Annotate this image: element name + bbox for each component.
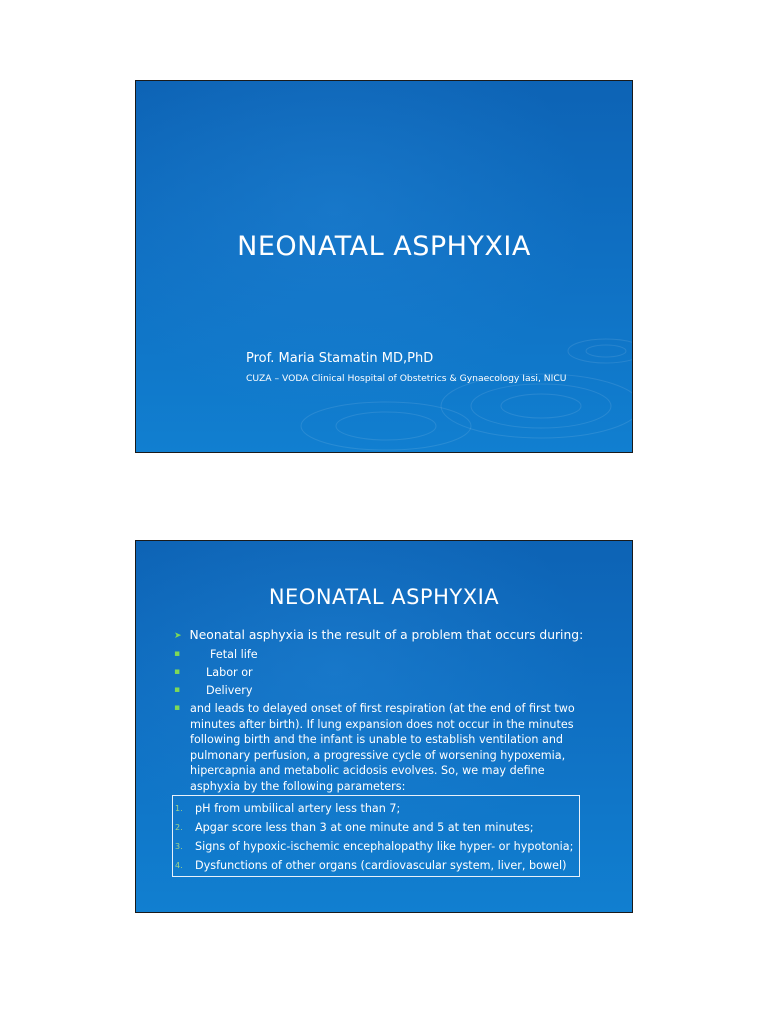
cause-list [174, 647, 594, 797]
list-item [174, 665, 594, 681]
list-item [174, 647, 594, 663]
parameter-item [173, 818, 579, 837]
parameter-number: 2. [175, 823, 183, 832]
parameter-item [173, 837, 579, 856]
square-bullet-icon: ▪ [174, 667, 181, 677]
parameter-text: Signs of hypoxic-ischemic encephalopathy like hyper- or hypotonia; [195, 840, 574, 853]
parameters-box [172, 795, 580, 877]
parameter-number: 3. [175, 842, 183, 851]
square-bullet-icon: ▪ [174, 703, 181, 713]
list-item-text: Delivery [206, 684, 253, 697]
parameter-text: pH from umbilical artery less than 7; [195, 802, 401, 815]
title-slide [135, 80, 633, 453]
parameter-item [173, 856, 579, 875]
lead-bullet [174, 628, 583, 642]
parameter-item [173, 799, 579, 818]
water-ripple-decoration [136, 81, 633, 453]
list-item [174, 701, 594, 794]
slide-title: NEONATAL ASPHYXIA [268, 585, 500, 609]
parameter-number: 1. [175, 804, 183, 813]
author-name: Prof. Maria Stamatin MD,PhD [246, 351, 434, 366]
slide-title: NEONATAL ASPHYXIA [237, 231, 531, 262]
list-item-text: Labor or [206, 666, 253, 679]
parameter-text: Dysfunctions of other organs (cardiovascular system, liver, bowel) [195, 859, 567, 872]
parameter-number: 4. [175, 861, 183, 870]
arrow-bullet-icon: ➤ [174, 631, 182, 641]
square-bullet-icon: ▪ [174, 685, 181, 695]
list-item [174, 683, 594, 699]
author-affiliation: CUZA – VODA Clinical Hospital of Obstetrics & Gynaecology Iasi, NICU [246, 373, 567, 384]
list-item-text: and leads to delayed onset of first respiration (at the end of first two minutes after birth). If lung expansion does not occur in the minutes following birth and the infant is unable to establish ventilation and pulmonary perfusion, a progressive cycle of worsening hypoxemia, hipercapnia and metabolic acidosis evolves. So, we may define asphyxia by the following parameters: [190, 702, 575, 793]
parameter-text: Apgar score less than 3 at one minute and 5 at ten minutes; [195, 821, 534, 834]
list-item-text: Fetal life [210, 648, 258, 661]
content-slide [135, 540, 633, 913]
lead-text: Neonatal asphyxia is the result of a problem that occurs during: [189, 628, 584, 642]
square-bullet-icon: ▪ [174, 649, 181, 659]
